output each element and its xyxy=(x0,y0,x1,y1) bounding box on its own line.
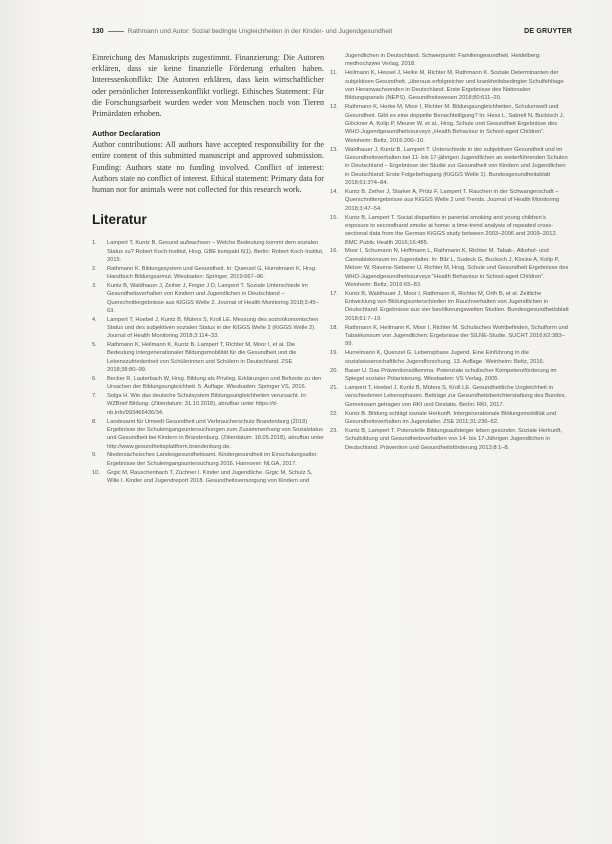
reference-text: Moor I, Schumann N, Hoffmann L, Rathmann K, Richter M. Tabak-, Alkohol- und Cannabiskonsum im Jugendalter. In: Bilz L, Sudeck G, Bucksch J, Klocke A, Kolip P, Melzer W, Ravens-Sieberer U, Richter M, Hrsg. Schule und Gesundheit Ergebnisse des WHO-Jugendgesundheitssurveys “Health Behaviour in School-aged Children”. Weinheim: Beltz, 2016:65–83. xyxy=(345,248,569,288)
reference-item xyxy=(330,146,570,188)
reference-item xyxy=(330,52,570,69)
reference-number: 19. xyxy=(330,350,338,357)
reference-number: 3. xyxy=(92,282,97,289)
reference-item xyxy=(92,418,324,451)
reference-text: Niedersächsisches Landesgesundheitsamt. Kindergesundheit im Einschulungsalter. Ergebnisse der Schuleingangsuntersuchung 2016. Hannover: NLGA, 2017. xyxy=(107,452,318,467)
reference-number: 15. xyxy=(330,214,338,221)
reference-text: Jugendlichen in Deutschland. Schwerpunkt: Familiengesundheit. Heidelberg: medhochzwei Verlag, 2018. xyxy=(345,53,541,68)
reference-number: 12. xyxy=(330,104,338,111)
reference-text: Kuntz B, Lampert T. Social disparities in parental smoking and young children’s exposure to secondhand smoke at home: a time-trend analysis of repeated cross-sectional data from the German KiGGS study between 2003–2006 and 2009–2012. BMC Public Health 2016;16:485. xyxy=(345,214,558,246)
literature-heading: Literatur xyxy=(92,212,147,228)
funding-statement: Einreichung des Manuskripts zugestimmt. Finanzierung: Die Autoren erklären, dass sie keine finanzielle Förderung erhalten haben. Interessenkonflikt: Die Autoren erklären, dass kein wirtschaftlicher oder persönlicher Interessenkonflikt vorliegt. Ethisches Statement: Für die Forschungsarbeit wurden weder von Menschen noch von Tieren Primärdaten erhoben. xyxy=(92,53,324,119)
running-header xyxy=(92,28,572,40)
reference-number: 23. xyxy=(330,427,338,434)
reference-number: 21. xyxy=(330,384,338,391)
author-declaration-text: Author contributions: All authors have accepted responsibility for the entire content of this submitted manuscript and approved submission. Funding: Authors state no funding involved. Conflict of interest: Authors state no conflict of interest. Ethical statement: Primary data for human nor for animals were not collected for this research work. xyxy=(92,140,324,195)
header-rule xyxy=(108,31,124,32)
reference-text: Heilmann K, Hessel J, Heike M, Richter M, Rathmann K. Soziale Determinanten der subjektiven Gesundheit, „überaus erfolgreicher und krankheitsbedingter Schulfehltage von Heranwachsenden in Deutschland. Erste Ergebnisse des Nationalen Bildungspanels (NEPS). Gesundheitswesen 2018;80:611–20. xyxy=(345,70,564,102)
reference-item xyxy=(330,214,570,247)
reference-text: Hurrelmann K, Quenzel G. Lebensphase Jugend. Eine Einführung in die sozialwissenschaftliche Jugendforschung. 13. Auflage. Weinheim: Beltz, 2016. xyxy=(345,350,545,365)
reference-number: 14. xyxy=(330,188,338,195)
reference-item xyxy=(330,247,570,289)
reference-item xyxy=(330,69,570,102)
reference-item xyxy=(330,103,570,145)
reference-list-left xyxy=(92,239,324,485)
reference-item xyxy=(92,341,324,374)
reference-number: 6. xyxy=(92,375,97,382)
reference-list-right xyxy=(330,52,570,452)
reference-number: 1. xyxy=(92,240,97,247)
reference-text: Solga H. Wie das deutsche Schulsystem Bildungsungleichheiten verursacht. In: WZBrief Bildung. (Zitierdatum: 31.10.2018), abrufbar unter https://d-nb.info/993466436/34. xyxy=(107,393,308,416)
author-declaration-heading: Author Declaration xyxy=(92,129,161,139)
reference-number: 13. xyxy=(330,146,338,153)
reference-text: Lampert T, Hoebel J, Kuntz B, Müters S, Kroll LE. Messung des sozioökonomischen Status und des subjektiven sozialen Status in der KiGGS Welle 2 (KiGGS Welle 2). Journal of Health Monitoring 2018;3:114–33. xyxy=(107,316,319,340)
reference-number: 2. xyxy=(92,265,97,272)
reference-text: Rathmann K. Bildungssystem und Gesundheit. In: Quenzel G, Hurrelmann K, Hrsg. Handbuch Bildungsarmut. Wiesbaden: Springer, 2019:667–96. xyxy=(107,265,317,281)
left-column xyxy=(92,52,324,486)
right-column xyxy=(330,52,570,452)
reference-number: 10. xyxy=(92,469,100,476)
reference-number: 11. xyxy=(330,70,338,77)
reference-text: Kuntz B, Waldhauer J, Zeiher J, Finger J D, Lampert T. Soziale Unterschiede im Gesundheitsverhalten von Kindern und Jugendlichen in Deutschland – Querschnittergebnisse aus KiGGS Welle 2. Journal of Health Monitoring 2018;3:45–63. xyxy=(107,282,319,314)
reference-item xyxy=(92,375,324,392)
reference-text: Rathmann K, Heilmann K, Moor I, Richter M. Schulisches Wohlbefinden, Schulform und Tabakkonsum von Jugendlichen: Ergebnisse der SILNE-Studie. SUCHT 2016;62:383–99. xyxy=(345,324,568,348)
reference-item xyxy=(330,290,570,323)
reference-number: 20. xyxy=(330,367,338,374)
reference-text: Rathmann K, Herke M, Moor I, Richter M. Bildungsungleichheiten, Schulumwelt und Gesundheit. Gibt es eine doppelte Benachteiligung? In: Hess L, Sabrell N, Buckisch J, Glöckner A, Kolip P, Meurer W, et al., Hrsg. Schule und Gesundheit Ergebnisse des WHO-Jugendgesundheitssurveys „Health Behaviour in School-aged Children“. Weinheim: Beltz, 2016:200–10. xyxy=(345,104,565,144)
reference-text: Bauer U. Das Präventionsdilemma. Potenziale schulischer Kompetenzförderung im Spiegel sozialer Polarisierung. Wiesbaden: VS Verlag, 2005. xyxy=(345,367,557,382)
reference-text: Lampert T, Kuntz B, Gesund aufwachsen – Welche Bedeutung kommt dem sozialen Status zu? Robert Koch-Institut, Hrsg. GBE kompakt 6(1). Berlin: Robert Koch-Institut, 2015. xyxy=(107,240,324,263)
reference-text: Waldhauer J, Kuntz B, Lampert T. Unterschiede in der subjektiven Gesundheit und im Gesundheitsverhalten bei 11- bis 17-jährigen Jugendlichen an weiterführenden Schulen in Deutschland – Ergebnisse der Studie zur Gesundheit von Kindern und Jugendlichen in Deutschland: Erste Folgebefragung (KiGGS Welle 1). Bundesgesundheitsblatt 2018;61:374–84. xyxy=(345,146,568,186)
reference-text: Kuntz B. Bildung schlägt soziale Herkunft. Intergenerationale Bildungsmobilität und Gesundheitsverhalten im Jugendalter. ZSE 2011;31:236–52. xyxy=(345,410,556,425)
reference-text: Rathmann K, Heilmann K, Kuntz B, Lampert T, Richter M, Moor I, et al. Die Bedeutung intergenerationaler Bildungsmobilität für die Gesundheit und die Lebenszufriedenheit von Schülerinnen und Schülern in Deutschland. ZSE 2018;38:80–99. xyxy=(107,342,297,374)
reference-text: Grgic M, Rauschenbach T, Züchner I. Kinder und Jugendliche. Grgic M, Schulz S, Wille I. Kinder und Jugendreport 2018. Gesundheitsversorgung von Kindern und xyxy=(107,469,313,484)
reference-number: 5. xyxy=(92,342,97,349)
reference-text: Landesamt für Umwelt Gesundheit und Verbraucherschutz Brandenburg (2018) Ergebnisse der Schuleingangsuntersuchungen zum Zusammenhang von Sozialstatus und Gesundheit bei Kindern in Brandenburg. (Zitierdatum: 18.05.2018), abrufbar unter http://www.gesundheitsplattform.brandenburg.de. xyxy=(107,418,324,450)
running-title: Rathmann und Autor: Sozial bedingte Ungleichheiten in der Kinder- und Jugendgesundheit xyxy=(127,28,393,35)
reference-item xyxy=(330,324,570,349)
reference-number: 9. xyxy=(92,452,97,459)
reference-text: Kuntz B, Waldhauer J, Moor I, Rathmann K, Richter M, Orth B, et al. Zeitliche Entwicklung von Bildungsunterschieden im Rauchverhalten von Jugendlichen in Deutschland. Ergebnisse aus vier bevölkerungsweiten Studien. Bundesgesundheitsblatt 2018;61:7–19. xyxy=(345,290,569,322)
publisher-logo: DE GRUYTER xyxy=(524,28,572,35)
reference-text: Lampert T, Hoebel J, Kuntz B, Müters S, Kroll LE. Gesundheitliche Ungleichheit in verschiedenen Lebensphasen. Beiträge zur Gesundheitsberichterstattung des Bundes. Gemeinsam getragen von RKI und Destatis. Berlin: RKI, 2017. xyxy=(345,384,567,408)
reference-number: 17. xyxy=(330,290,338,297)
reference-item xyxy=(330,188,570,213)
reference-number: 18. xyxy=(330,324,338,331)
reference-text: Kuntz B, Lampert T. Potenzielle Bildungsaufsteiger leben gesünder. Soziale Herkunft, Schulbildung und Gesundheitsverhalten von 14- bis 17-Jährigen Jugendlichen in Deutschland. Prävention und Gesundheitsförderung 2013;8:1–8. xyxy=(345,427,562,451)
reference-item xyxy=(92,265,324,282)
reference-item xyxy=(330,349,570,366)
reference-item xyxy=(330,367,570,384)
reference-item xyxy=(92,451,324,468)
reference-number: 4. xyxy=(92,316,97,323)
reference-item xyxy=(330,427,570,452)
reference-number: 7. xyxy=(92,393,97,400)
reference-text: Becker R, Lauterbach W, Hrsg. Bildung als Privileg. Erklärungen und Befunde zu den Ursachen der Bildungsungleichheit. 5. Auflage. Wiesbaden: Springer VS, 2016. xyxy=(107,375,322,391)
reference-item xyxy=(92,316,324,341)
reference-number: 8. xyxy=(92,418,97,425)
reference-item xyxy=(92,469,324,486)
reference-item xyxy=(330,410,570,427)
reference-item xyxy=(92,239,324,264)
reference-number: 22. xyxy=(330,410,338,417)
reference-item xyxy=(92,282,324,315)
reference-text: Kuntz B, Zeiher J, Starker A, Prütz F, Lampert T. Rauchen in der Schwangerschaft – Querschnittergebnisse aus KiGGS Welle 2 und Trends. Journal of Health Monitoring 2018;3:47–54. xyxy=(345,188,560,212)
reference-item xyxy=(330,384,570,409)
page-number: 130 xyxy=(92,28,104,35)
reference-item xyxy=(92,392,324,417)
reference-number: 16. xyxy=(330,248,338,255)
